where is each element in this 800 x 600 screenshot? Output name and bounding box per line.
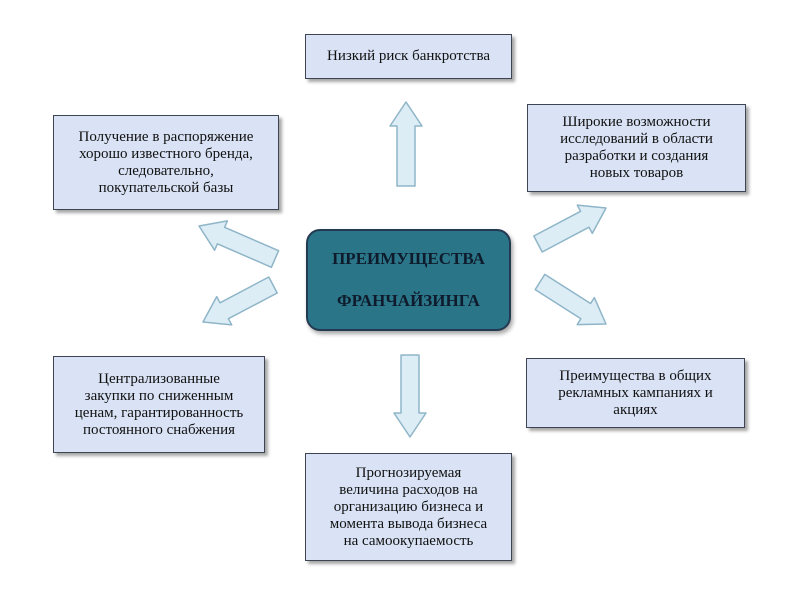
box-research-opportunities bbox=[527, 104, 746, 192]
box-centralized-purchasing bbox=[53, 356, 265, 453]
arrow-up-left-icon bbox=[199, 221, 279, 267]
center-franchising-advantages bbox=[306, 229, 511, 331]
arrow-up-right-icon bbox=[534, 205, 606, 252]
arrow-down-right-icon bbox=[535, 274, 606, 324]
arrow-down-left-icon bbox=[203, 277, 277, 325]
box-advertising-campaigns bbox=[526, 358, 745, 428]
box-predictable-costs bbox=[305, 453, 512, 561]
box-known-brand-text: Получение в распоряжение хорошо известного бренда, следовательно, покупательской базы bbox=[78, 128, 254, 196]
box-predictable-costs-text: Прогнозируемая величина расходов на организацию бизнеса и момента вывода бизнеса на самоокупаемость bbox=[329, 464, 488, 549]
box-known-brand bbox=[53, 115, 279, 210]
box-low-bankruptcy-risk-text: Низкий риск банкротства bbox=[326, 48, 490, 64]
center-title-line1: ПРЕИМУЩЕСТВА bbox=[332, 249, 485, 268]
box-centralized-purchasing-text: Централизованные закупки по сниженным ценам, гарантированность постоянного снабжения bbox=[74, 370, 244, 438]
box-research-opportunities-text: Широкие возможности исследований в области разработки и создания новых товаров bbox=[560, 114, 713, 181]
box-advertising-campaigns-text: Преимущества в общих рекламных кампаниях и акциях bbox=[558, 367, 713, 418]
center-title-line2: ФРАНЧАЙЗИНГА bbox=[337, 291, 480, 310]
arrow-down-icon bbox=[394, 355, 426, 437]
box-low-bankruptcy-risk bbox=[305, 34, 512, 79]
arrow-up-icon bbox=[390, 102, 422, 186]
